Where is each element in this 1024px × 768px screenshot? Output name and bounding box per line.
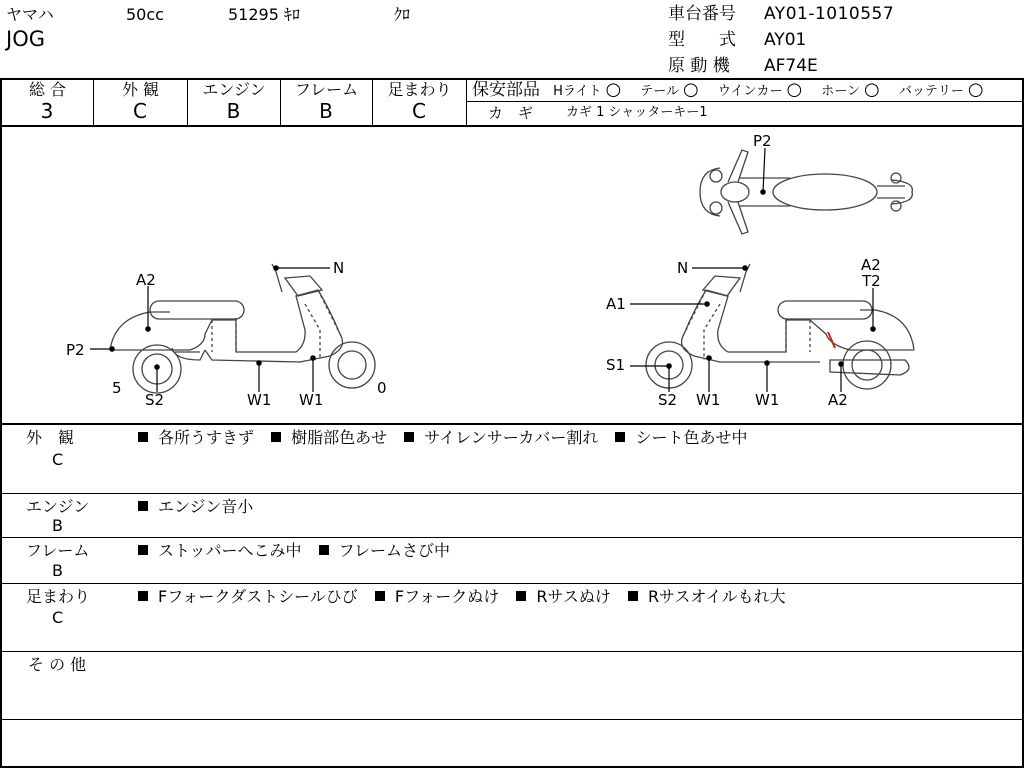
divider bbox=[466, 78, 467, 126]
note-items bbox=[138, 541, 462, 561]
keys-value: カギ 1 シャッターキー1 bbox=[566, 105, 708, 120]
note-item: フレームさび中 bbox=[338, 541, 450, 560]
bullet bbox=[138, 432, 148, 442]
safety-item-headlight bbox=[553, 79, 622, 100]
safety-item-name: バッテリー bbox=[898, 84, 964, 99]
diagram-label: W1 bbox=[696, 391, 721, 409]
note-category: 足まわり bbox=[26, 587, 91, 606]
diagram-label: A2 bbox=[861, 256, 881, 274]
note-item: 樹脂部色あせ bbox=[291, 428, 388, 447]
safety-item-horn bbox=[821, 79, 880, 100]
grade-label-exterior: 外 観 bbox=[121, 80, 160, 99]
note-item: Fフォークダストシールひび bbox=[158, 587, 358, 606]
diagram-label: W1 bbox=[299, 391, 324, 409]
grade-label-overall: 総 合 bbox=[28, 80, 67, 99]
displacement: 50cc bbox=[126, 5, 164, 24]
keys-label: カ ギ bbox=[488, 104, 534, 122]
ok-mark: ○ bbox=[864, 79, 880, 100]
frame-no: AY01-1010557 bbox=[764, 4, 895, 24]
bullet bbox=[404, 432, 414, 442]
diagram-label: T2 bbox=[862, 272, 881, 290]
bullet bbox=[138, 591, 148, 601]
safety-item-battery bbox=[898, 79, 984, 100]
diagram-label: S2 bbox=[658, 391, 678, 409]
safety-item-name: Hライト bbox=[553, 84, 602, 99]
diagram-label: P2 bbox=[66, 341, 85, 359]
frame-no-label: 車台番号 bbox=[668, 4, 736, 24]
note-items bbox=[138, 497, 265, 517]
note-item: Fフォークぬけ bbox=[394, 587, 500, 606]
grade-label-engine: エンジン bbox=[202, 80, 266, 99]
diagram-label: N bbox=[333, 259, 345, 277]
divider bbox=[0, 493, 1024, 494]
note-items bbox=[138, 587, 798, 607]
color: ｸﾛ bbox=[394, 5, 411, 24]
grade-value-engine: B bbox=[226, 99, 242, 123]
ok-mark: ○ bbox=[683, 79, 699, 100]
note-grade: C bbox=[52, 450, 64, 469]
bullet bbox=[516, 591, 526, 601]
diagram-label: 5 bbox=[112, 379, 122, 397]
diagram-label: W1 bbox=[247, 391, 272, 409]
bullet bbox=[138, 501, 148, 511]
note-grade: B bbox=[52, 516, 63, 535]
bullet bbox=[138, 545, 148, 555]
maker: ヤマハ bbox=[6, 5, 54, 24]
diagram-label: N bbox=[677, 259, 689, 277]
safety-item-winker bbox=[717, 79, 803, 100]
note-item: エンジン音小 bbox=[158, 497, 254, 516]
mileage: 51295 ｷﾛ bbox=[228, 5, 300, 24]
bullet bbox=[271, 432, 281, 442]
note-grade: C bbox=[52, 608, 64, 627]
divider bbox=[0, 651, 1024, 652]
diagram-label: W1 bbox=[755, 391, 780, 409]
scooter-top-view bbox=[700, 150, 912, 234]
grade-label-frame: フレーム bbox=[294, 80, 359, 99]
safety-item-name: ウインカー bbox=[717, 84, 783, 99]
model-name: JOG bbox=[6, 27, 45, 51]
safety-item-name: ホーン bbox=[821, 84, 861, 99]
grade-value-exterior: C bbox=[133, 99, 148, 123]
note-item: Rサスオイルもれ大 bbox=[647, 587, 786, 606]
grade-value-suspension: C bbox=[412, 99, 427, 123]
note-category: そ の 他 bbox=[28, 655, 87, 674]
diagram-label: S2 bbox=[145, 391, 165, 409]
grade-value-frame: B bbox=[319, 99, 334, 123]
ok-mark: ○ bbox=[605, 79, 622, 100]
note-item: サイレンサーカバー割れ bbox=[424, 428, 599, 447]
divider bbox=[0, 583, 1024, 584]
note-item: Rサスぬけ bbox=[536, 587, 611, 606]
grade-label-suspension: 足まわり bbox=[387, 80, 452, 99]
grade-value-overall: 3 bbox=[40, 99, 55, 123]
ok-mark: ○ bbox=[786, 79, 803, 100]
diagram-label: A1 bbox=[606, 295, 626, 313]
note-items bbox=[138, 428, 760, 448]
bullet bbox=[615, 432, 625, 442]
note-item: 各所うすきず bbox=[158, 428, 255, 447]
ok-mark: ○ bbox=[967, 79, 984, 100]
note-grade: B bbox=[52, 561, 63, 580]
diagram-label: 0 bbox=[377, 379, 387, 397]
bullet bbox=[319, 545, 329, 555]
note-item: シート色あせ中 bbox=[635, 428, 748, 447]
type-label: 型 式 bbox=[668, 30, 736, 50]
diagram-label: S1 bbox=[606, 356, 626, 374]
note-item: ストッパーへこみ中 bbox=[158, 541, 302, 560]
divider bbox=[0, 719, 1024, 720]
safety-row bbox=[472, 80, 984, 102]
bullet bbox=[628, 591, 638, 601]
bullet bbox=[375, 591, 385, 601]
diagram-label: A2 bbox=[828, 391, 848, 409]
engine-value: AF74E bbox=[764, 56, 818, 76]
divider bbox=[0, 537, 1024, 538]
safety-item-name: テール bbox=[640, 84, 680, 99]
engine-label: 原 動 機 bbox=[668, 56, 730, 76]
type-value: AY01 bbox=[764, 30, 807, 50]
divider bbox=[0, 423, 1024, 425]
diagram-label: A2 bbox=[136, 271, 156, 289]
note-category: フレーム bbox=[26, 541, 90, 560]
diagram-label: P2 bbox=[753, 132, 772, 150]
damage-diagram bbox=[0, 127, 1024, 423]
note-category: 外 観 bbox=[26, 428, 75, 447]
note-category: エンジン bbox=[26, 497, 90, 516]
safety-item-tail bbox=[640, 79, 699, 100]
safety-label: 保安部品 bbox=[472, 80, 540, 100]
